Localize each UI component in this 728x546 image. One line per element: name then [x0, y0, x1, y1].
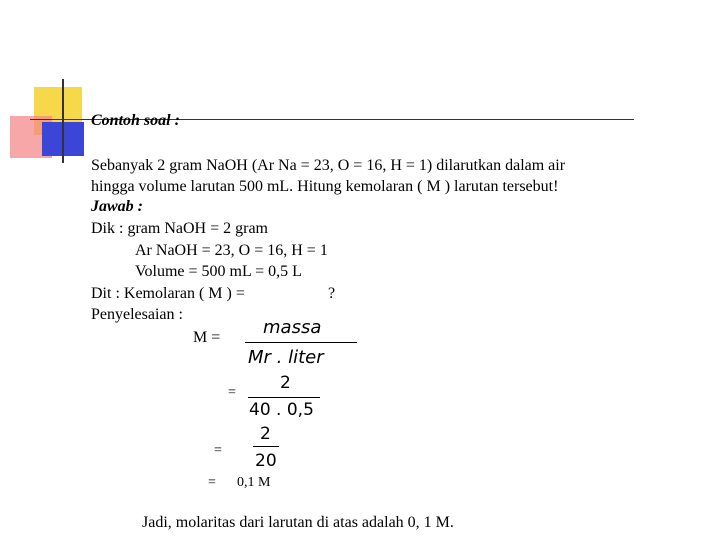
- formula-numerator: massa: [263, 317, 322, 338]
- formula-fraction-bar: [245, 342, 357, 343]
- asked-mark: ?: [328, 285, 336, 302]
- problem-line-1: Sebanyak 2 gram NaOH (Ar Na = 23, O = 16, H = 1) dilarutkan dalam air: [91, 157, 566, 174]
- formula-lhs: M =: [193, 329, 221, 346]
- step2-equals: =: [214, 443, 222, 458]
- asked-label: Dit : Kemolaran ( M ) =: [91, 285, 245, 302]
- step1-fraction-bar: [248, 397, 320, 398]
- given-line-2: Ar NaOH = 23, O = 16, H = 1: [135, 242, 328, 259]
- result-value: 0,1 M: [237, 475, 271, 490]
- step2-denominator: 20: [255, 451, 277, 471]
- step2-fraction-bar: [253, 446, 279, 447]
- solution-label: Penyelesaian :: [91, 306, 183, 323]
- decor-vertical-line: [62, 79, 64, 163]
- formula-denominator: Mr . liter: [248, 347, 324, 368]
- conclusion-text: Jadi, molaritas dari larutan di atas adalah 0, 1 M.: [142, 514, 454, 531]
- answer-label: Jawab :: [91, 198, 143, 215]
- example-heading: Contoh soal :: [91, 112, 180, 129]
- step1-equals: =: [228, 385, 236, 400]
- given-line-1: Dik : gram NaOH = 2 gram: [91, 220, 268, 237]
- given-line-3: Volume = 500 mL = 0,5 L: [135, 263, 302, 280]
- problem-line-2: hingga volume larutan 500 mL. Hitung kemolaran ( M ) larutan tersebut!: [91, 178, 559, 195]
- step1-numerator: 2: [280, 373, 291, 393]
- step2-numerator: 2: [260, 424, 271, 444]
- step1-denominator: 40 . 0,5: [249, 400, 314, 420]
- result-equals: =: [208, 475, 216, 490]
